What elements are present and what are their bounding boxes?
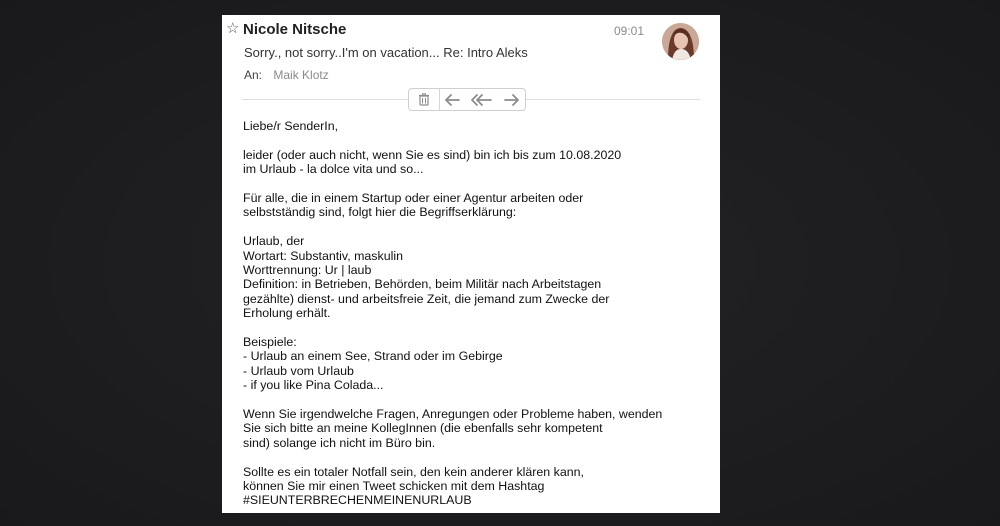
reply-button[interactable] [440,89,466,110]
recipient-row [244,68,329,82]
body-paragraph: Sollte es ein totaler Notfall sein, den kein anderer klären kann, können Sie mir einen Tweet schicken mit dem Hashtag #SIEUNTERBRECHENMEINENURLAUB [243,464,584,508]
reply-all-button[interactable] [466,89,498,110]
recipient-label: An: [244,68,263,82]
avatar-photo-icon [662,23,699,60]
body-paragraph: Beispiele: - Urlaub an einem See, Strand oder im Gebirge - Urlaub vom Urlaub - if you like Pina Colada... [243,335,503,393]
recipient-name[interactable]: Maik Klotz [273,68,329,82]
body-paragraph: Liebe/r SenderIn, [243,119,339,133]
received-time: 09:01 [614,24,645,38]
star-outline-icon[interactable]: ☆ [226,20,240,37]
delete-button[interactable] [409,89,440,110]
body-paragraph: Urlaub, der Wortart: Substantiv, maskulin Worttrennung: Ur | laub Definition: in Betrieben, Behörden, beim Militär nach Arbeitstagen gezählte) dienst- und arbeitsfreie Zeit, die jemand zum Zwecke der Erholung erhält. [243,234,610,321]
reply-icon [445,94,461,106]
sender-avatar [662,23,699,60]
sender-name: Nicole Nitsche [243,21,347,38]
message-toolbar [408,88,526,111]
reply-all-icon [471,94,493,106]
email-message-view [222,15,720,513]
body-paragraph: Wenn Sie irgendwelche Fragen, Anregungen oder Probleme haben, wenden Sie sich bitte an meine KollegInnen (die ebenfalls sehr kompetent sind) solange ich nicht im Büro bin. [243,407,663,450]
forward-icon [503,94,519,106]
email-body [243,119,703,513]
body-paragraph: Für alle, die in einem Startup oder einer Agentur arbeiten oder selbstständig sind, folgt hier die Begriffserklärung: [243,191,584,220]
forward-button[interactable] [498,89,524,110]
body-paragraph: leider (oder auch nicht, wenn Sie es sind) bin ich bis zum 10.08.2020 im Urlaub - la dolce vita und so... [243,147,622,177]
email-subject: Sorry., not sorry..I'm on vacation... Re: Intro Aleks [244,45,528,60]
trash-icon [418,93,430,106]
